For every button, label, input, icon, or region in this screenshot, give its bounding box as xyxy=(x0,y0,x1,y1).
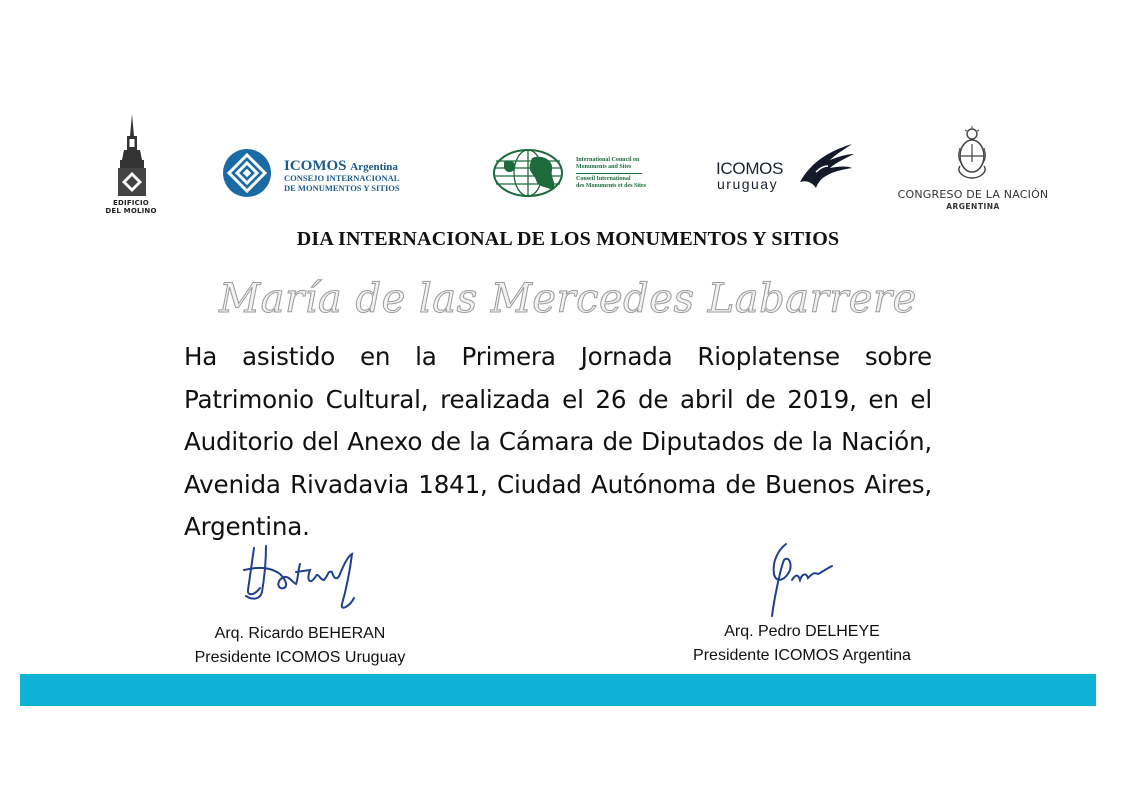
congreso-country: ARGENTINA xyxy=(946,202,1000,211)
icomos-international-line3: Conseil International xyxy=(576,176,631,182)
molino-caption xyxy=(102,199,160,215)
signature-block-delheye xyxy=(652,620,952,668)
signatory-role-delheye: Presidente ICOMOS Argentina xyxy=(693,647,911,664)
coat-of-arms-icon xyxy=(954,126,990,182)
certificate-body: Ha asistido en la Primera Jornada Rioplatense sobre Patrimonio Cultural, realizada el 26 de abril de 2019, en el Auditorio del Anexo de la Cámara de Diputados de la Nación, Avenida Rivadavia 1841, Ciudad Autónoma de Buenos Aires, Argentina. xyxy=(184,342,932,541)
molino-tower-icon xyxy=(110,112,154,200)
molino-caption-line2: DEL MOLINO xyxy=(105,207,157,215)
signature-delheye xyxy=(752,540,848,627)
signatory-name-delheye: Arq. Pedro DELHEYE xyxy=(724,623,880,640)
certificate-title: DIA INTERNACIONAL DE LOS MONUMENTOS Y SITIOS xyxy=(296,228,840,250)
icomos-argentina-subtitle-line1: CONSEJO INTERNACIONAL xyxy=(284,173,400,183)
icomos-argentina-subtitle-line2: DE MONUMENTOS Y SITIOS xyxy=(284,183,400,193)
congreso-name: CONGRESO DE LA NACIÓN xyxy=(897,188,1049,201)
icomos-uruguay-title: ICOMOS xyxy=(716,159,784,178)
icomos-globe-icon xyxy=(492,148,572,198)
icomos-international-line4: des Monuments et des Sites xyxy=(576,183,646,189)
icomos-international-line1: International Council on xyxy=(576,157,640,163)
icomos-international-text xyxy=(576,157,646,190)
icomos-diamond-icon xyxy=(222,148,272,198)
signatory-role-beheran: Presidente ICOMOS Uruguay xyxy=(194,649,406,666)
signature-block-beheran xyxy=(150,622,450,670)
footer-color-band xyxy=(20,674,1096,706)
icomos-international-divider xyxy=(576,173,642,174)
icomos-uruguay-wing-icon xyxy=(796,142,856,192)
recipient-name: María de las Mercedes Labarrere xyxy=(219,276,917,322)
icomos-uruguay-country: uruguay xyxy=(717,176,779,192)
icomos-international-line2: Monuments and Sites xyxy=(576,164,632,170)
icomos-argentina-title-country: Argentina xyxy=(350,161,398,173)
molino-caption-line1: EDIFICIO xyxy=(113,199,149,207)
signature-beheran xyxy=(240,540,370,627)
signatory-name-beheran: Arq. Ricardo BEHERAN xyxy=(214,625,386,642)
icomos-argentina-subtitle xyxy=(284,173,400,193)
icomos-argentina-title-main: ICOMOS xyxy=(284,158,347,174)
